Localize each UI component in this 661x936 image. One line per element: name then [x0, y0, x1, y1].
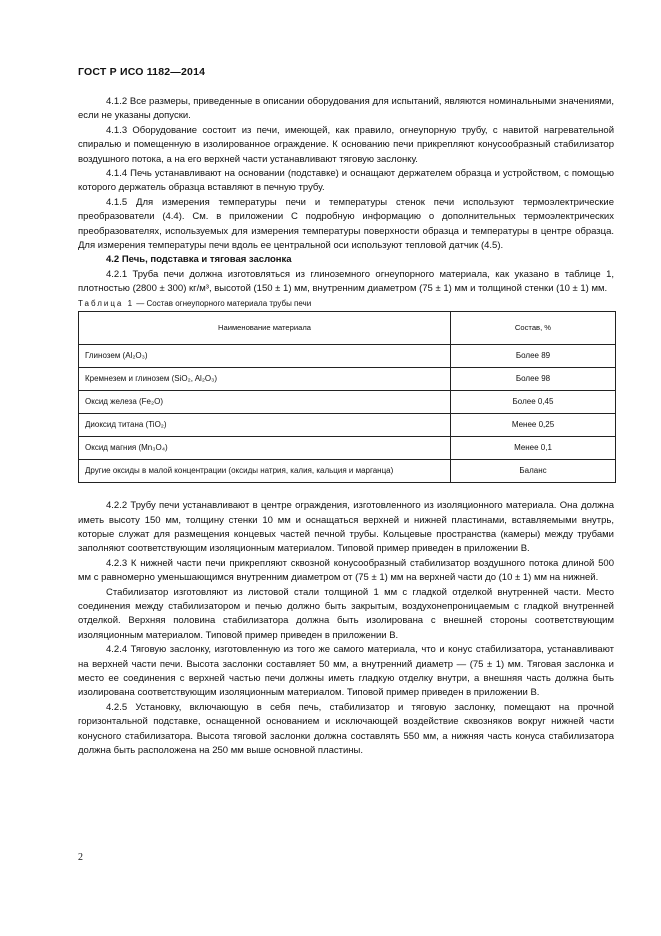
material-value: Более 98 — [451, 368, 616, 391]
material-name: Другие оксиды в малой концентрации (оксиды натрия, калия, кальция и марганца) — [79, 460, 451, 483]
material-name: Оксид магния (Mn₃O₄) — [79, 437, 451, 460]
paragraph-4-1-4: 4.1.4 Печь устанавливают на основании (подставке) и оснащают держателем образца и устройством, с помощью которого держатель образца вставляют в печную трубу. — [78, 168, 614, 194]
document-body — [78, 95, 614, 758]
table-label: Таблица 1 — [78, 298, 135, 308]
paragraph-4-2-1: 4.2.1 Труба печи должна изготовляться из глиноземного огнеупорного материала, как указано в таблице 1, плотностью (2800 ± 300) кг/м³, высотой (150 ± 1) мм, внутренним диаметром (75 ± 1) мм и толщиной стенки (10 ± 1) мм. — [78, 268, 614, 295]
material-name: Глинозем (Al₂O₃) — [79, 345, 451, 368]
table-row — [79, 460, 616, 483]
paragraph-4-1-2: 4.1.2 Все размеры, приведенные в описании оборудования для испытаний, являются номинальными значениями, если не указаны допуски. — [78, 96, 614, 122]
paragraph-4-2-4: 4.2.4 Тяговую заслонку, изготовленную из того же самого материала, что и конус стабилизатора, устанавливают на верхней части печи. Высота заслонки составляет 50 мм, а внутренний диаметр — (75 ± 1) мм. Тяговая заслонка и место ее соединения с верхней частью печи должны иметь гладкую отделку внутри, а внешняя часть должна быть изолирована соответствующим изоляционным материалом. Типовой пример приведен в приложении В. — [78, 644, 614, 699]
section-heading-4-2: 4.2 Печь, подставка и тяговая заслонка — [106, 254, 292, 266]
table-row — [79, 437, 616, 460]
paragraph-4-1-5: 4.1.5 Для измерения температуры печи и температуры стенок печи используют термоэлектрические преобразователи (4.4). См. в приложении С подробную информацию о дополнительных термоэлектрических преобразователях, используемых для измерения температуры поверхности образца и температуры в центре образца. Для измерения температуры печи вдоль ее центральной оси используют тепловой датчик (4.5). — [78, 196, 614, 252]
table-row — [79, 368, 616, 391]
table-title — [78, 297, 614, 311]
paragraph-4-2-5: 4.2.5 Установку, включающую в себя печь, стабилизатор и тяговую заслонку, помещают на прочной горизонтальной подставке, оснащенной основанием и исключающей воздействие сквозняков вокруг нижней части конусного стабилизатора. Высота тяговой заслонки должна составлять 550 мм, а нижняя часть конуса стабилизатора должна быть расположена на 250 мм выше основной пластины. — [78, 701, 614, 756]
table-row — [79, 345, 616, 368]
material-value: Менее 0,25 — [451, 414, 616, 437]
material-value: Более 0,45 — [451, 391, 616, 414]
document-header: ГОСТ Р ИСО 1182—2014 — [78, 66, 206, 78]
header-material-name: Наименование материала — [79, 312, 451, 345]
paragraph-4-2-2: 4.2.2 Трубу печи устанавливают в центре ограждения, изготовленного из изоляционного материала. Она должна иметь высоту 150 мм, толщину стенки 10 мм и оснащаться верхней и нижней пластинами, вставляемыми внутрь, которые служат для размещения концевых частей печной трубы. Кольцевые пространства (камеры) между трубами заполняют соответствующим изоляционным материалом. Типовой пример приведен в приложении В. — [78, 500, 614, 555]
table-row — [79, 414, 616, 437]
table-row — [79, 391, 616, 414]
table-caption: — Состав огнеупорного материала трубы печи — [134, 298, 312, 308]
material-name: Диоксид титана (TiO₂) — [79, 414, 451, 437]
material-value: Менее 0,1 — [451, 437, 616, 460]
material-value: Баланс — [451, 460, 616, 483]
paragraph-4-2-3: 4.2.3 К нижней части печи прикрепляют сквозной конусообразный стабилизатор воздушного потока длиной 500 мм с равномерно уменьшающимся внутренним диаметром от (75 ± 1) мм на верхней части до (10 ± 1) мм на нижней. — [78, 557, 614, 584]
paragraph-4-1-3: 4.1.3 Оборудование состоит из печи, имеющей, как правило, огнеупорную трубу, с навитой нагревательной спиралью и помещенную в изолированное ограждение. К основанию печи прикрепляют конусообразный стабилизатор воздушного потока, а на его верхней части устанавливают тяговую заслонку. — [78, 124, 614, 165]
header-composition: Состав, % — [451, 312, 616, 345]
material-table — [78, 311, 616, 483]
material-value: Более 89 — [451, 345, 616, 368]
material-name: Оксид железа (Fe₂O) — [79, 391, 451, 414]
table-header-row — [79, 312, 616, 345]
page-number: 2 — [78, 852, 83, 863]
paragraph-stabilizer: Стабилизатор изготовляют из листовой стали толщиной 1 мм с гладкой отделкой внутренней части. Место соединения между стабилизатором и печью должно быть закрытым, воздухонепроницаемым с гладкой внутренней отделкой. Верхняя половина стабилизатора должна быть изолирована с внешней стороны соответствующим изоляционным материалом. Типовой пример приведен в приложении В. — [78, 586, 614, 641]
material-name: Кремнезем и глинозем (SiO₂, Al₂O₃) — [79, 368, 451, 391]
